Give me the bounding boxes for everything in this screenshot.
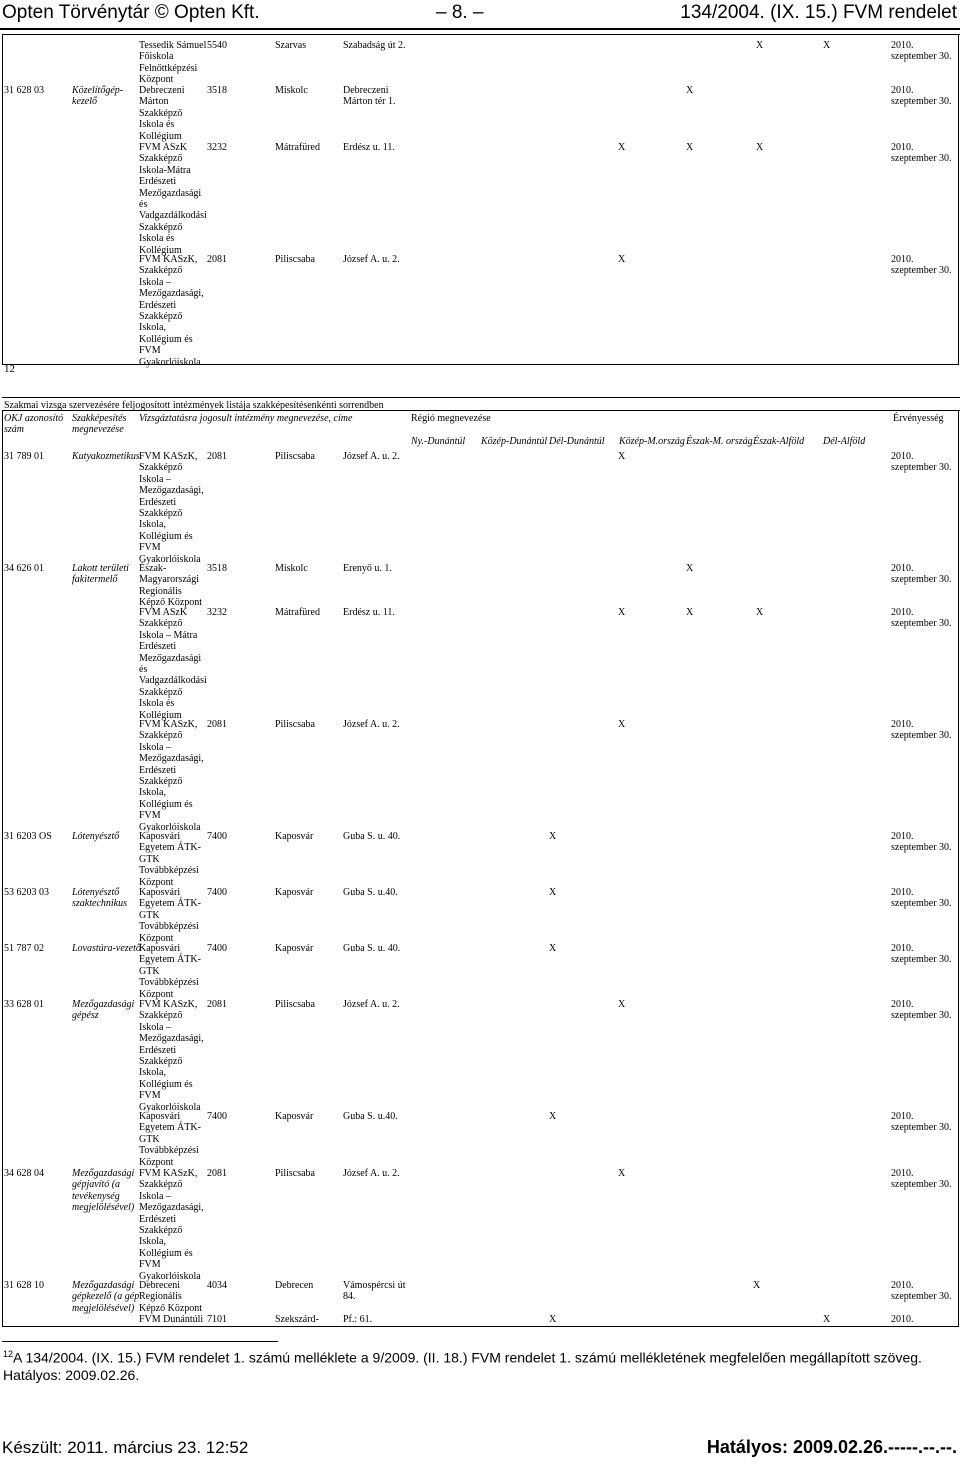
validity-date: 2010. szeptember 30.: [891, 254, 952, 277]
region-mark-eszak-alfold: X: [756, 142, 764, 153]
region-mark-eszak-m: X: [686, 142, 694, 153]
city: Mátrafüred: [275, 607, 320, 618]
validity-date: 2010. szeptember 30.: [891, 1111, 952, 1134]
region-mark-kozep-m: X: [618, 1168, 626, 1179]
institution-name: FVM KASzK, Szakképző Iskola – Mezőgazdasági, Erdészeti Szakképző Iskola, Kollégium és FVM Gyakorlóiskola: [139, 719, 204, 833]
zip-code: 3232: [207, 607, 227, 618]
institution-name: Kaposvári Egyetem ÁTK- GTK Továbbképzési Központ: [139, 943, 201, 1000]
zip-code: 2081: [207, 1168, 227, 1179]
address: Erenyő u. 1.: [343, 563, 392, 574]
table2-caption: Szakmai vizsga szervezésére feljogosított intézmények listája szakképesítésenkénti sorrendben: [4, 400, 384, 411]
region-kozep-magyarorszag: Közép-M.ország: [619, 436, 685, 447]
zip-code: 3232: [207, 142, 227, 153]
footnote-separator: [2, 1341, 278, 1342]
region-del-dunantul: Dél-Dunántúl: [549, 436, 605, 447]
region-mark-eszak-alfold: X: [753, 1280, 761, 1291]
region-ny-dunantul: Ny.-Dunántúl: [411, 436, 466, 447]
okj-code: 53 6203 03: [4, 887, 49, 898]
institution-name: FVM ASzK Szakképző Iskola-Mátra Erdészeti Mezőgazdasági és Vadgazdálkodási Szakképző Iskola és Kollégium: [139, 142, 207, 256]
region-mark-eszak-m: X: [686, 85, 694, 96]
table1-footnote-marker: 12: [4, 363, 15, 375]
zip-code: 3518: [207, 85, 227, 96]
zip-code: 2081: [207, 451, 227, 462]
region-eszak-magyarorszag: Észak-M. ország: [686, 436, 753, 447]
zip-code: 7400: [207, 831, 227, 842]
institution-name: Debreczeni Márton Szakképző Iskola és Kollégium: [139, 85, 185, 142]
address: József A. u. 2.: [343, 1168, 400, 1179]
region-mark-eszak-m: X: [686, 563, 694, 574]
okj-code: 31 789 01: [4, 451, 44, 462]
qualification-name: Lótenyésztő: [72, 831, 120, 842]
region-mark-kozep-m: X: [618, 719, 626, 730]
region-mark-kozep-m: X: [618, 999, 626, 1010]
region-mark-kozep-m: X: [618, 451, 626, 462]
address: Guba S. u.40.: [343, 1111, 398, 1122]
validity-date: 2010. szeptember 30.: [891, 563, 952, 586]
city: Szarvas: [275, 40, 307, 51]
qualification-name: Kutyakozmetikus: [72, 451, 140, 462]
institution-name: Észak- Magyarországi Regionális Képző Központ: [139, 563, 203, 609]
table2-caption-rule: [2, 410, 960, 411]
institution-name: FVM KASzK, Szakképző Iskola – Mezőgazdasági, Erdészeti Szakképző Iskola, Kollégium és FVM Gyakorlóiskola: [139, 999, 204, 1113]
okj-code: 33 628 01: [4, 999, 44, 1010]
region-mark-kozep-m: X: [618, 607, 626, 618]
zip-code: 3518: [207, 563, 227, 574]
okj-code: 31 628 03: [4, 85, 44, 96]
city: Kaposvár: [275, 887, 314, 898]
institution-name: FVM KASzK, Szakképző Iskola – Mezőgazdasági, Erdészeti Szakképző Iskola, Kollégium és FVM Gyakorlóiskola: [139, 451, 204, 565]
institution-name: Debreceni Regionális Képző Központ: [139, 1280, 203, 1314]
qualification-name: Mezőgazdasági gépjavító (a tevékenység megjelölésével): [72, 1168, 135, 1214]
region-mark-eszak-m: X: [686, 607, 694, 618]
footer-created: Készült: 2011. március 23. 12:52: [2, 1438, 249, 1457]
validity-date: 2010. szeptember 30.: [891, 719, 952, 742]
address: Vámospércsi út 84.: [343, 1280, 406, 1303]
table2-left-border: [2, 410, 3, 1326]
address: Pf.: 61.: [343, 1314, 373, 1325]
zip-code: 7101: [207, 1314, 227, 1325]
validity-date: 2010. szeptember 30.: [891, 607, 952, 630]
region-mark-eszak-m: X: [756, 40, 764, 51]
city: Piliscsaba: [275, 451, 315, 462]
region-mark-del-alfold: X: [823, 40, 831, 51]
address: Szabadság út 2.: [343, 40, 406, 51]
header-rule: [0, 28, 960, 30]
city: Mátrafüred: [275, 142, 320, 153]
okj-code: 51 787 02: [4, 943, 44, 954]
city: Piliscsaba: [275, 719, 315, 730]
footnote-text: A 134/2004. (IX. 15.) FVM rendelet 1. számú melléklete a 9/2009. (II. 18.) FVM rendelet 1. számú mellékletének megfelelően megállapított szöveg. Hatályos: 2009.02.26.: [3, 1349, 922, 1383]
zip-code: 7400: [207, 943, 227, 954]
footer-effective: Hatályos: 2009.02.26.-----.--.--.: [706, 1437, 957, 1457]
address: Guba S. u. 40.: [343, 943, 401, 954]
header-region: Régió megnevezése: [411, 413, 491, 424]
validity-date: 2010. szeptember 30.: [891, 887, 952, 910]
header-qualification-name: Szakképesítés megnevezése: [72, 413, 127, 436]
institution-name: FVM Dunántúli: [139, 1314, 204, 1325]
city: Piliscsaba: [275, 999, 315, 1010]
qualification-name: Közelítőgép- kezelő: [72, 85, 124, 108]
city: Debrecen: [275, 1280, 314, 1291]
address: Guba S. u.40.: [343, 887, 398, 898]
validity-date: 2010. szeptember 30.: [891, 85, 952, 108]
validity-date: 2010. szeptember 30.: [891, 943, 952, 966]
okj-code: 34 626 01: [4, 563, 44, 574]
table2-bottom-border: [2, 1326, 959, 1327]
institution-name: Kaposvári Egyetem ÁTK- GTK Továbbképzési Központ: [139, 1111, 201, 1168]
zip-code: 4034: [207, 1280, 227, 1291]
region-mark-del-dunantul: X: [549, 1314, 557, 1325]
header-validity: Érvényesség: [893, 413, 944, 424]
okj-code: 34 628 04: [4, 1168, 44, 1179]
page-header: [0, 0, 960, 30]
qualification-name: Lótenyésztő szaktechnikus: [72, 887, 127, 910]
city: Miskolc: [275, 563, 308, 574]
institution-name: FVM ASzK Szakképző Iskola – Mátra Erdészeti Mezőgazdasági és Vadgazdálkodási Szakképző Iskola és Kollégium: [139, 607, 207, 721]
validity-date: 2010. szeptember 30.: [891, 40, 952, 63]
city: Kaposvár: [275, 943, 314, 954]
region-mark-del-alfold: X: [823, 1314, 831, 1325]
zip-code: 2081: [207, 719, 227, 730]
validity-date: 2010. szeptember 30.: [891, 999, 952, 1022]
okj-code: 31 628 10: [4, 1280, 44, 1291]
institution-name: Kaposvári Egyetem ÁTK- GTK Továbbképzési Központ: [139, 887, 201, 944]
table1-left-border: [2, 34, 3, 364]
region-eszak-alfold: Észak-Alföld: [753, 436, 805, 447]
institution-name: Tessedik Sámuel Főiskola Felnőttképzési Központ: [139, 40, 207, 86]
city: Piliscsaba: [275, 254, 315, 265]
validity-date: 2010. szeptember 30.: [891, 1168, 952, 1191]
address: Guba S. u. 40.: [343, 831, 401, 842]
qualification-name: Mezőgazdasági gépkezelő (a gép megjelölésével): [72, 1280, 140, 1314]
address: Debreczeni Márton tér 1.: [343, 85, 396, 108]
address: József A. u. 2.: [343, 451, 400, 462]
city: Kaposvár: [275, 831, 314, 842]
validity-date: 2010. szeptember 30.: [891, 831, 952, 854]
header-publisher: Opten Törvénytár © Opten Kft.: [2, 2, 260, 23]
footnote-marker: 12: [3, 1349, 14, 1359]
header-okj-code: OKJ azonosító szám: [4, 413, 64, 436]
region-mark-eszak-alfold: X: [756, 607, 764, 618]
validity-date: 2010. szeptember 30.: [891, 1280, 952, 1303]
zip-code: 7400: [207, 1111, 227, 1122]
city: Piliscsaba: [275, 1168, 315, 1179]
footnote: [3, 1346, 953, 1384]
address: József A. u. 2.: [343, 254, 400, 265]
city: Szekszárd-: [275, 1314, 319, 1325]
address: József A. u. 2.: [343, 719, 400, 730]
address: Erdész u. 11.: [343, 142, 395, 153]
address: József A. u. 2.: [343, 999, 400, 1010]
validity-date: 2010. szeptember 30.: [891, 142, 952, 165]
city: Kaposvár: [275, 1111, 314, 1122]
qualification-name: Lakott területi fakitermelő: [72, 563, 129, 586]
table2-top-border: [2, 397, 960, 398]
region-mark-del-dunantul: X: [549, 887, 557, 898]
header-page-number: – 8. –: [436, 2, 484, 23]
zip-code: 5540: [207, 40, 227, 51]
table2-right-border: [958, 410, 959, 1326]
region-del-alfold: Dél-Alföld: [823, 436, 866, 447]
validity-date: 2010. szeptember 30.: [891, 451, 952, 474]
address: Erdész u. 11.: [343, 607, 395, 618]
validity-date: 2010.: [891, 1314, 914, 1325]
qualification-name: Mezőgazdasági gépész: [72, 999, 135, 1022]
region-mark-kozep-m: X: [618, 254, 626, 265]
city: Miskolc: [275, 85, 308, 96]
region-mark-kozep-m: X: [618, 142, 626, 153]
zip-code: 2081: [207, 254, 227, 265]
table1-top-border: [2, 34, 960, 35]
region-mark-del-dunantul: X: [549, 1111, 557, 1122]
table1-right-border: [958, 34, 959, 364]
region-kozep-dunantul: Közép-Dunántúl: [481, 436, 548, 447]
region-mark-del-dunantul: X: [549, 943, 557, 954]
okj-code: 31 6203 OS: [4, 831, 52, 842]
header-document-title: 134/2004. (IX. 15.) FVM rendelet: [680, 2, 957, 23]
institution-name: FVM KASzK, Szakképző Iskola – Mezőgazdasági, Erdészeti Szakképző Iskola, Kollégium és FVM Gyakorlóiskola: [139, 1168, 204, 1282]
zip-code: 7400: [207, 887, 227, 898]
institution-name: FVM KASzK, Szakképző Iskola – Mezőgazdasági, Erdészeti Szakképző Iskola, Kollégium és FVM Gyakorlóiskola: [139, 254, 204, 368]
region-mark-del-dunantul: X: [549, 831, 557, 842]
zip-code: 2081: [207, 999, 227, 1010]
institution-name: Kaposvári Egyetem ÁTK- GTK Továbbképzési Központ: [139, 831, 201, 888]
header-institution: Vizsgáztatásra jogosult intézmény megnevezése, címe: [139, 413, 353, 424]
qualification-name: Lovastúra-vezető: [72, 943, 141, 954]
